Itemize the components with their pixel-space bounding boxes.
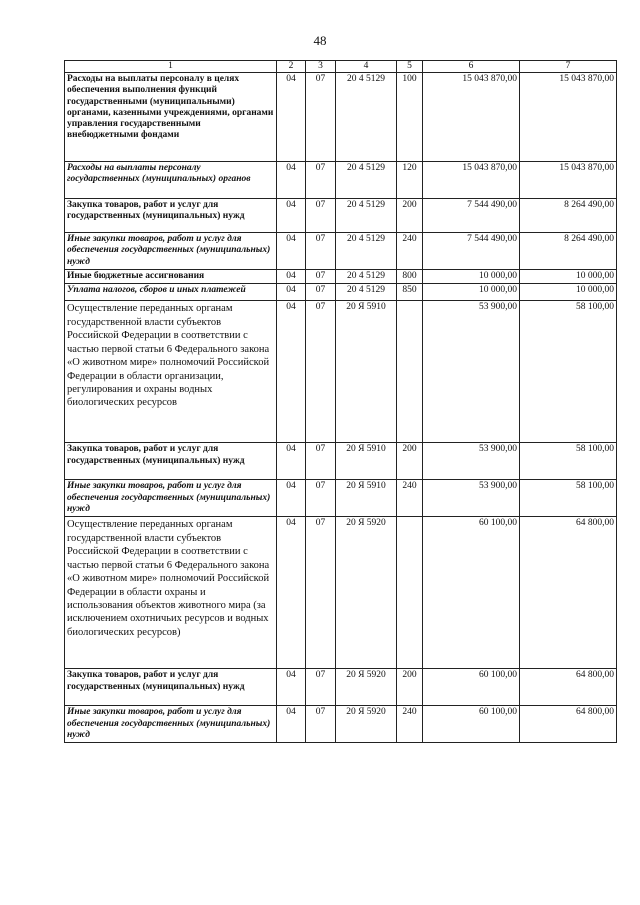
target-article-cell: 20 Я 5920 [336, 517, 397, 669]
row-name-cell: Закупка товаров, работ и услуг для государственных (муниципальных) нужд [65, 669, 277, 706]
amount-year1-cell: 7 544 490,00 [423, 199, 520, 233]
target-article-cell: 20 4 5129 [336, 233, 397, 270]
target-article-cell: 20 Я 5910 [336, 443, 397, 480]
table-row [65, 162, 617, 199]
row-name-cell: Иные закупки товаров, работ и услуг для обеспечения государственных (муниципальных) нужд [65, 706, 277, 743]
amount-year2-cell: 10 000,00 [520, 284, 617, 301]
row-name-cell: Иные бюджетные ассигнования [65, 270, 277, 284]
table-row [65, 669, 617, 706]
target-article-cell: 20 4 5129 [336, 199, 397, 233]
row-name-cell: Уплата налогов, сборов и иных платежей [65, 284, 277, 301]
expense-type-cell: 240 [397, 480, 423, 517]
target-article-cell: 20 4 5129 [336, 162, 397, 199]
row-name-cell: Осуществление переданных органам государственной власти субъектов Российской Федерации в соответствии с частью первой статьи 6 Федерального закона «О животном мире» полномочий Российской Федерации в области охраны и использования объектов животного мира (за исключением охотничьих ресурсов и водных биологических ресурсов) [65, 517, 277, 669]
section-code-cell: 04 [277, 517, 306, 669]
amount-year1-cell: 60 100,00 [423, 669, 520, 706]
page-number: 48 [313, 33, 327, 48]
column-header: 3 [306, 61, 336, 73]
amount-year1-cell: 7 544 490,00 [423, 233, 520, 270]
expense-type-cell: 200 [397, 199, 423, 233]
section-code-cell: 04 [277, 270, 306, 284]
subsection-code-cell: 07 [306, 233, 336, 270]
table-row [65, 73, 617, 162]
row-name-cell: Закупка товаров, работ и услуг для государственных (муниципальных) нужд [65, 199, 277, 233]
expense-type-cell: 100 [397, 73, 423, 162]
amount-year1-cell: 15 043 870,00 [423, 162, 520, 199]
amount-year2-cell: 64 800,00 [520, 669, 617, 706]
section-code-cell: 04 [277, 301, 306, 443]
amount-year2-cell: 64 800,00 [520, 517, 617, 669]
column-header: 4 [336, 61, 397, 73]
amount-year2-cell: 8 264 490,00 [520, 199, 617, 233]
amount-year2-cell: 15 043 870,00 [520, 73, 617, 162]
row-name-cell: Расходы на выплаты персоналу в целях обеспечения выполнения функций государственными (муниципальными) органами, казенными учреждениями, органами управления государственными внебюджетными фондами [65, 73, 277, 162]
amount-year2-cell: 64 800,00 [520, 706, 617, 743]
amount-year1-cell: 60 100,00 [423, 706, 520, 743]
subsection-code-cell: 07 [306, 199, 336, 233]
table-row [65, 233, 617, 270]
row-name-cell: Расходы на выплаты персоналу государственных (муниципальных) органов [65, 162, 277, 199]
subsection-code-cell: 07 [306, 480, 336, 517]
amount-year2-cell: 58 100,00 [520, 443, 617, 480]
target-article-cell: 20 Я 5910 [336, 480, 397, 517]
section-code-cell: 04 [277, 480, 306, 517]
column-header: 7 [520, 61, 617, 73]
target-article-cell: 20 4 5129 [336, 270, 397, 284]
expense-type-cell: 850 [397, 284, 423, 301]
expense-type-cell: 200 [397, 669, 423, 706]
expense-type-cell [397, 517, 423, 669]
expense-type-cell: 240 [397, 233, 423, 270]
row-name-cell: Осуществление переданных органам государственной власти субъектов Российской Федерации в соответствии с частью первой статьи 6 Федерального закона «О животном мире» полномочий Российской Федерации в области организации, регулирования и охраны водных биологических ресурсов [65, 301, 277, 443]
table-row [65, 443, 617, 480]
section-code-cell: 04 [277, 284, 306, 301]
expense-type-cell: 200 [397, 443, 423, 480]
amount-year1-cell: 53 900,00 [423, 301, 520, 443]
section-code-cell: 04 [277, 73, 306, 162]
column-header: 1 [65, 61, 277, 73]
section-code-cell: 04 [277, 669, 306, 706]
column-header: 6 [423, 61, 520, 73]
table-row [65, 301, 617, 443]
expense-type-cell: 120 [397, 162, 423, 199]
subsection-code-cell: 07 [306, 706, 336, 743]
amount-year1-cell: 53 900,00 [423, 443, 520, 480]
subsection-code-cell: 07 [306, 301, 336, 443]
header-row [65, 61, 617, 73]
subsection-code-cell: 07 [306, 162, 336, 199]
amount-year2-cell: 58 100,00 [520, 301, 617, 443]
amount-year2-cell: 10 000,00 [520, 270, 617, 284]
expense-type-cell: 240 [397, 706, 423, 743]
section-code-cell: 04 [277, 162, 306, 199]
table-row [65, 517, 617, 669]
column-header: 5 [397, 61, 423, 73]
target-article-cell: 20 Я 5920 [336, 669, 397, 706]
expense-type-cell: 800 [397, 270, 423, 284]
amount-year2-cell: 8 264 490,00 [520, 233, 617, 270]
target-article-cell: 20 4 5129 [336, 284, 397, 301]
table-row [65, 199, 617, 233]
amount-year1-cell: 15 043 870,00 [423, 73, 520, 162]
table-row [65, 284, 617, 301]
row-name-cell: Закупка товаров, работ и услуг для государственных (муниципальных) нужд [65, 443, 277, 480]
amount-year1-cell: 53 900,00 [423, 480, 520, 517]
section-code-cell: 04 [277, 443, 306, 480]
subsection-code-cell: 07 [306, 284, 336, 301]
amount-year1-cell: 10 000,00 [423, 270, 520, 284]
budget-table [64, 60, 617, 743]
amount-year2-cell: 58 100,00 [520, 480, 617, 517]
table-row [65, 270, 617, 284]
subsection-code-cell: 07 [306, 669, 336, 706]
subsection-code-cell: 07 [306, 73, 336, 162]
amount-year1-cell: 60 100,00 [423, 517, 520, 669]
table-row [65, 706, 617, 743]
expense-type-cell [397, 301, 423, 443]
subsection-code-cell: 07 [306, 270, 336, 284]
column-header: 2 [277, 61, 306, 73]
subsection-code-cell: 07 [306, 443, 336, 480]
target-article-cell: 20 Я 5910 [336, 301, 397, 443]
table-body [65, 73, 617, 743]
target-article-cell: 20 4 5129 [336, 73, 397, 162]
row-name-cell: Иные закупки товаров, работ и услуг для обеспечения государственных (муниципальных) нужд [65, 233, 277, 270]
table-row [65, 480, 617, 517]
amount-year1-cell: 10 000,00 [423, 284, 520, 301]
section-code-cell: 04 [277, 199, 306, 233]
amount-year2-cell: 15 043 870,00 [520, 162, 617, 199]
row-name-cell: Иные закупки товаров, работ и услуг для обеспечения государственных (муниципальных) нужд [65, 480, 277, 517]
target-article-cell: 20 Я 5920 [336, 706, 397, 743]
subsection-code-cell: 07 [306, 517, 336, 669]
section-code-cell: 04 [277, 233, 306, 270]
section-code-cell: 04 [277, 706, 306, 743]
